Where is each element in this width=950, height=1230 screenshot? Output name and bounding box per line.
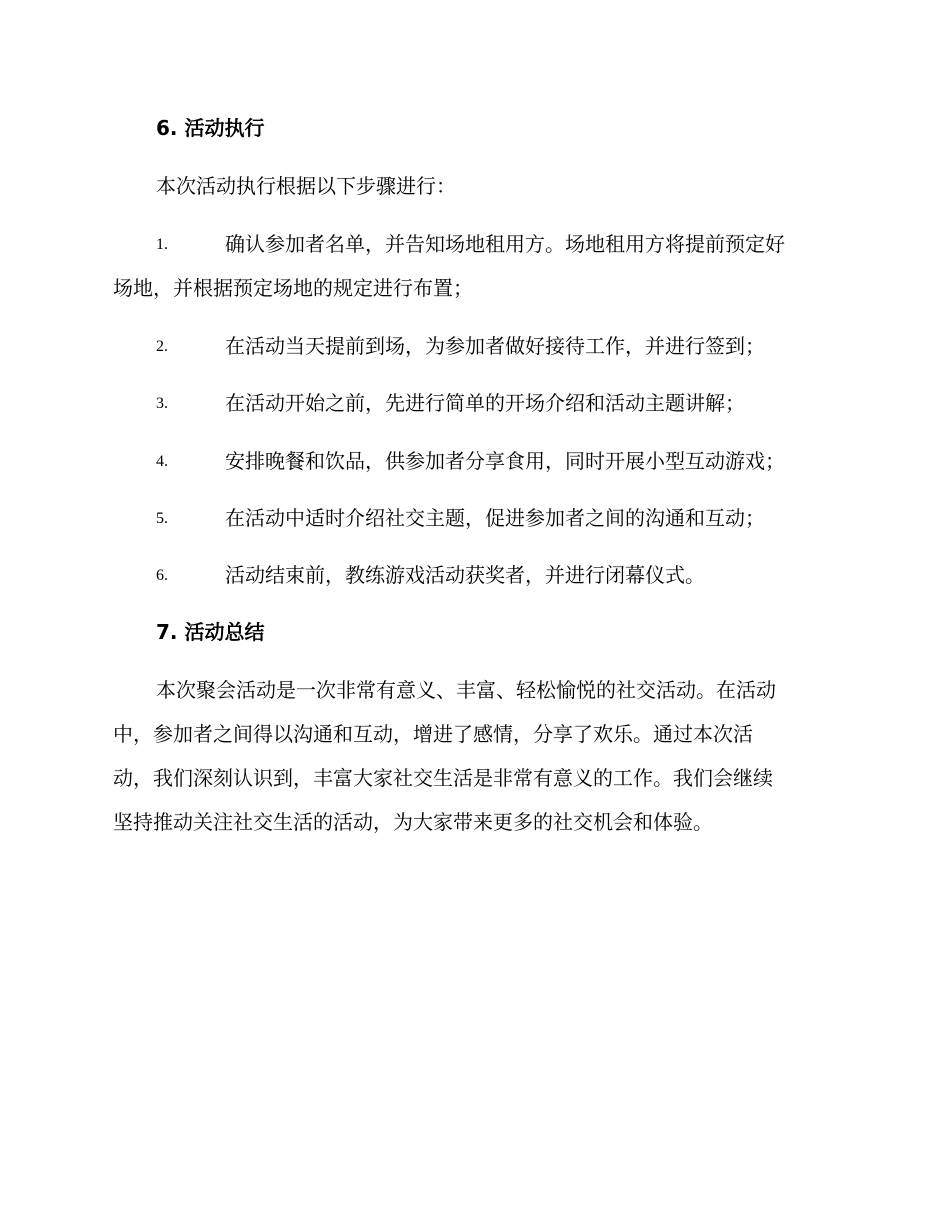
list-text: 在活动中适时介绍社交主题，促进参加者之间的沟通和互动； <box>225 506 765 530</box>
list-number: 1. <box>156 236 168 253</box>
list-text: 在活动开始之前，先进行简单的开场介绍和活动主题讲解； <box>225 391 745 415</box>
paragraph-line: 中，参加者之间得以沟通和互动，增进了感情，分享了欢乐。通过本次活 <box>113 722 753 746</box>
list-text: 在活动当天提前到场，为参加者做好接待工作，并进行签到； <box>225 334 765 358</box>
list-text: 确认参加者名单，并告知场地租用方。场地租用方将提前预定好 <box>225 232 785 256</box>
paragraph-line: 动，我们深刻认识到，丰富大家社交生活是非常有意义的工作。我们会继续 <box>113 766 773 790</box>
section-7-heading: 7. 活动总结 <box>156 620 265 644</box>
list-text-continuation: 场地，并根据预定场地的规定进行布置； <box>113 276 473 300</box>
list-number: 3. <box>156 395 168 412</box>
paragraph-line: 本次聚会活动是一次非常有意义、丰富、轻松愉悦的社交活动。在活动 <box>156 678 776 702</box>
list-text: 活动结束前，教练游戏活动获奖者，并进行闭幕仪式。 <box>225 563 705 587</box>
list-number: 4. <box>156 453 168 470</box>
section-6-heading: 6. 活动执行 <box>156 116 265 140</box>
list-number: 6. <box>156 567 168 584</box>
section-6-intro: 本次活动执行根据以下步骤进行： <box>156 174 456 198</box>
list-number: 5. <box>156 510 168 527</box>
list-text: 安排晚餐和饮品，供参加者分享食用，同时开展小型互动游戏； <box>225 449 785 473</box>
paragraph-line: 坚持推动关注社交生活的活动，为大家带来更多的社交机会和体验。 <box>113 810 713 834</box>
list-number: 2. <box>156 338 168 355</box>
